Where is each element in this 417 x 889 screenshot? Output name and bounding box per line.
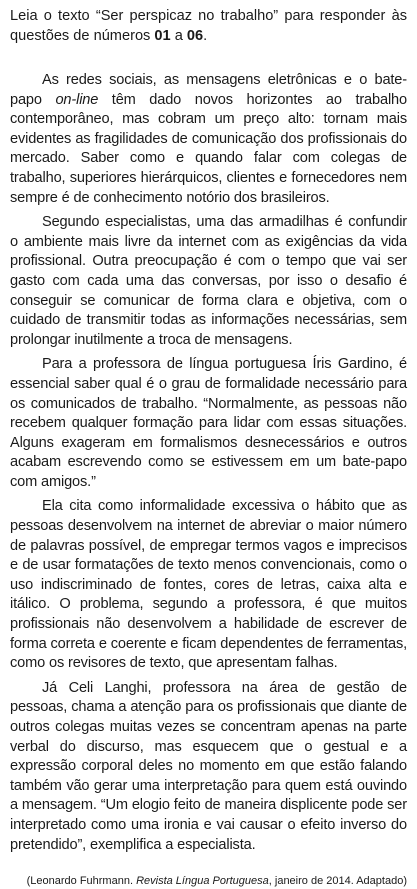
paragraph-1-emphasis: on-line xyxy=(55,91,99,108)
paragraph-4: Ela cita como informalidade excessiva o hábito que as pessoas desenvolvem na internet de abreviar o maior número de palavras possível, de empregar termos vagos e imprecisos e de usar formatações de texto menos convencionais, como o uso indiscriminado de fontes, cores de letras, caixa alta e itálico. O problema, segundo a professora, é que muitos profissionais não desenvolvem a habilidade de escrever de forma correta e coerente e ficam dependentes de ferramentas, como os revisores de texto, que apresentam falhas. xyxy=(10,498,407,672)
question-end-number: 06 xyxy=(186,28,204,44)
source-author: (Leonardo Fuhrmann. xyxy=(26,875,137,888)
instruction-connector: a xyxy=(170,28,187,44)
paragraph-2: Segundo especialistas, uma das armadilhas é confundir o ambiente mais livre da internet com as exigências da vida profissional. Outra preocupação é com o tempo que vai ser gasto com cada uma das conversas, por isso o desafio é conseguir se comunicar de forma clara e objetiva, com o cuidado de transmitir todas as informações necessárias, sem prolongar inutilmente a troca de mensagens. xyxy=(10,214,407,348)
source-citation xyxy=(10,873,407,889)
question-start-number: 01 xyxy=(154,28,171,44)
source-details: , janeiro de 2014. Adaptado) xyxy=(268,875,407,888)
paragraph-5: Já Celi Langhi, professora na área de gestão de pessoas, chama a atenção para os profissionais que diante de outros colegas muitas vezes se concentram apenas na parte verbal do discurso, mas esquecem que o gestual e a expressão corporal deles no momento em que estão falando também vão gerar uma interpretação para quem está ouvindo a mensagem. “Um elogio feito de maneira displicente pode ser interpretado como uma ironia e vai causar o efeito inverso do pretendido”, exemplifica a especialista. xyxy=(10,679,407,853)
source-publication: Revista Língua Portuguesa xyxy=(136,875,269,888)
instruction-text xyxy=(10,6,407,46)
instruction-end: . xyxy=(203,28,208,44)
paragraph-3: Para a professora de língua portuguesa Íris Gardino, é essencial saber qual é o grau de formalidade necessário para os comunicados de trabalho. “Normalmente, as pessoas não recebem qualquer formação para lidar com essas situações. Alguns exageram em formalismos desnecessários e outros acabam escrevendo como se estivessem em um bate-papo com amigos.” xyxy=(10,356,407,490)
paragraph-1 xyxy=(10,71,407,208)
article-body xyxy=(10,71,407,855)
paragraph-1-part-b: têm dado novos horizontes ao trabalho contemporâneo, mas cobram um preço alto: tornam mais evidentes as fragilidades de comunicação dos profissionais do mercado. Saber como e quando falar com colegas de trabalho, superiores hierárquicos, clientes e fornecedores nem sempre é de conhecimento notório dos brasileiros. xyxy=(10,91,407,206)
paragraph-1-part-a: As redes sociais, as mensagens eletrônicas e o bate-papo xyxy=(10,72,407,108)
instruction-lead: Leia o texto “Ser perspicaz no trabalho” para responder às questões de números xyxy=(10,8,407,44)
